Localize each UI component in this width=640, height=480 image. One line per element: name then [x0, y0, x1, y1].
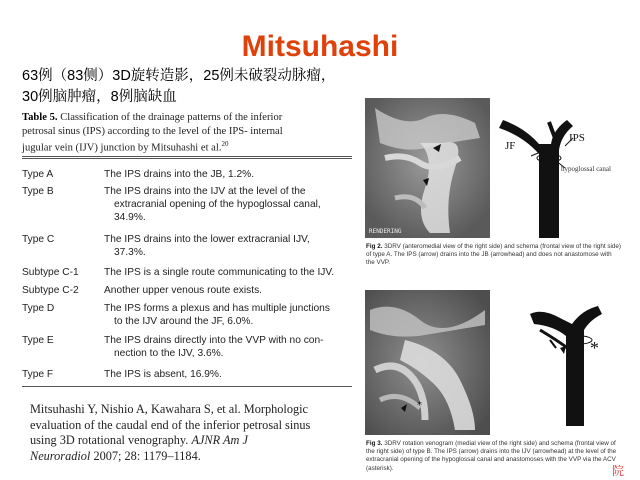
citation-journal: AJNR Am J	[191, 433, 248, 448]
row-desc: The IPS is a single route communicating to the IJV.	[104, 267, 335, 278]
watermark-logo: 院	[612, 464, 625, 478]
fig2-caption-label: Fig 2.	[366, 243, 383, 250]
fig3-venogram-image	[365, 290, 490, 435]
fig2-label-jf: JF	[505, 140, 516, 152]
row-desc: The IPS drains into the IJV at the level of the extracranial opening of the hypoglossal canal, 34.9%.	[104, 186, 321, 224]
summary-line-2: 30例脑肿瘤，8例脑缺血	[22, 89, 177, 105]
table-title-line-3: jugular vein (IJV) junction by Mitsuhashi et al.	[22, 142, 222, 154]
citation	[30, 402, 350, 464]
fig2-schema	[495, 110, 625, 240]
row-type: Subtype C-1	[22, 267, 79, 278]
row-desc: Another upper venous route exists.	[104, 285, 263, 296]
fig2-photo-text: RENDERING	[369, 228, 402, 235]
table-bottom-rule	[22, 386, 352, 387]
row-desc: The IPS drains into the JB, 1.2%.	[104, 169, 255, 180]
summary-line-1: 63例（83侧）3D旋转造影，25例未破裂动脉瘤，	[22, 68, 336, 84]
citation-line-2: evaluation of the caudal end of the inferior petrosal sinus	[30, 417, 311, 432]
row-type: Type C	[22, 234, 55, 245]
row-desc: The IPS forms a plexus and has multiple junctions to the IJV around the JF, 6.0%.	[104, 303, 330, 328]
fig2-caption: Fig 2. 3DRV (anteromedial view of the right side) and schema (frontal view of the right side) of type A. The IPS (arrow) drains into the JB (arrowhead) and does not anastomose with the VVP.	[366, 243, 622, 267]
fig3-label-asterisk: *	[590, 338, 599, 358]
table-title-line-1: Classification of the drainage patterns of the inferior	[60, 112, 283, 123]
fig2-label-canal: hypoglossal canal	[561, 165, 611, 173]
citation-line-3: using 3D rotational venography.	[30, 433, 189, 448]
fig3-caption: Fig 3. 3DRV rotation venogram (medial view of the right side) and schema (frontal view of the right side) of type B. The IPS (arrow) drains into the IJV (arrowhead) at the level of the extracranial opening of the hypoglossal canal and anastomoses with the VVP via the ACV (asterisk).	[366, 440, 617, 472]
fig2-label-ips: IPS	[569, 132, 585, 144]
row-desc: The IPS drains into the lower extracranial IJV, 37.3%.	[104, 234, 310, 259]
citation-line-1: Mitsuhashi Y, Nishio A, Kawahara S, et al. Morphologic	[30, 402, 309, 416]
row-type: Type B	[22, 186, 54, 197]
row-type: Type A	[22, 169, 54, 180]
table-title-line-2: petrosal sinus (IPS) according to the level of the IPS- internal	[22, 125, 283, 137]
row-type: Type E	[22, 335, 54, 346]
row-desc: The IPS drains directly into the VVP with no con- nection to the IJV, 3.6%.	[104, 335, 324, 360]
summary-text	[22, 66, 382, 108]
citation-journal-2: Neuroradiol	[30, 448, 91, 463]
fig3-schema	[520, 300, 625, 430]
row-type: Subtype C-2	[22, 285, 79, 296]
row-type: Type F	[22, 369, 54, 380]
row-desc: The IPS is absent, 16.9%.	[104, 369, 222, 380]
table-number: Table 5.	[22, 112, 58, 123]
row-type: Type D	[22, 303, 55, 314]
table-title	[22, 111, 352, 155]
fig3-caption-label: Fig 3.	[366, 440, 383, 447]
fig2-venogram-image	[365, 98, 490, 238]
table-top-rule-2	[22, 158, 352, 159]
slide-title: Mitsuhashi	[241, 30, 399, 63]
table-title-superscript: 20	[221, 140, 229, 148]
table-top-rule	[22, 156, 352, 157]
citation-volume: 2007; 28: 1179–1184.	[93, 448, 201, 463]
svg-text:*: *	[417, 400, 422, 411]
